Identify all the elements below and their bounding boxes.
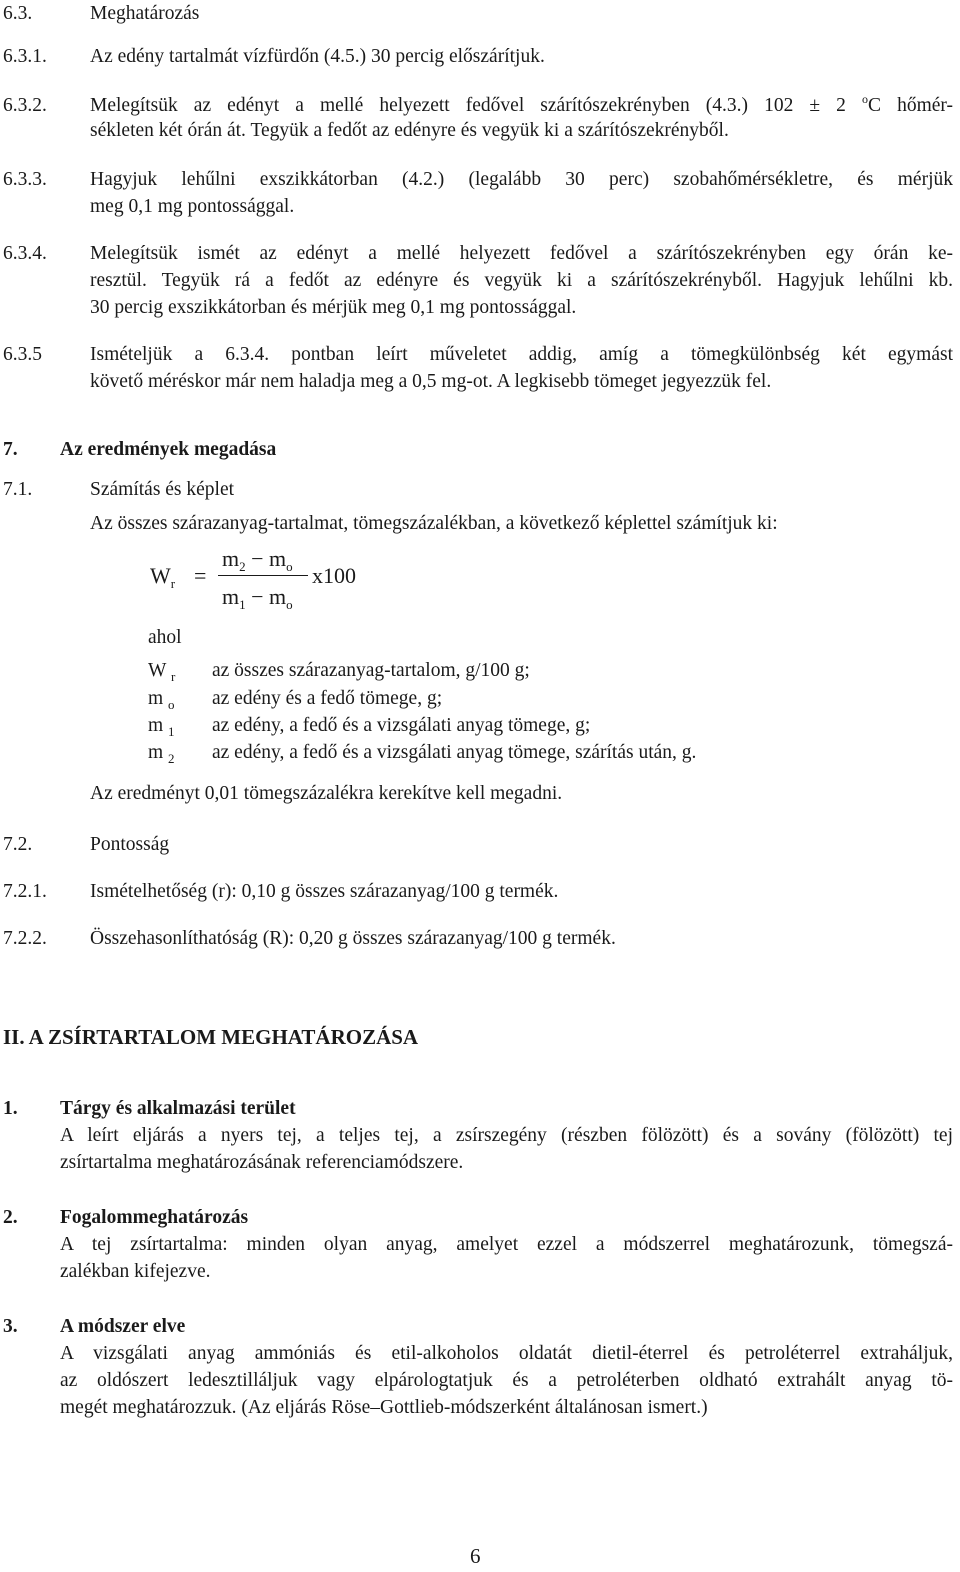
paragraph-line: zsírtartalma meghatározásának referenciamódszere. <box>60 1152 464 1173</box>
paragraph-line: Összehasonlíthatóság (R): 0,20 g összes szárazanyag/100 g termék. <box>90 928 616 949</box>
paragraph-line: 30 percig exszikkátorban és mérjük meg 0,1 mg pontossággal. <box>90 297 577 318</box>
variable-symbol: m $_2$ <box>148 742 175 766</box>
section-number: 6.3. <box>3 3 33 24</box>
variable-description: az összes szárazanyag-tartalom, g/100 g; <box>212 660 530 681</box>
variable-description: az edény, a fedő és a vizsgálati anyag tömege, g; <box>212 715 591 736</box>
variable-symbol: W $_r$ <box>148 660 176 684</box>
section-number: 6.3.4. <box>3 243 47 264</box>
section-title: A módszer elve <box>60 1316 186 1337</box>
variable-description: az edény, a fedő és a vizsgálati anyag tömege, szárítás után, g. <box>212 742 697 763</box>
section-number: 6.3.5 <box>3 344 42 365</box>
section-number: 7.2. <box>3 834 33 855</box>
section-number: 1. <box>3 1098 18 1119</box>
section-number: 6.3.2. <box>3 95 47 116</box>
section-title: Pontosság <box>90 834 170 855</box>
fraction-bar <box>218 575 308 576</box>
section-title: Számítás és képlet <box>90 479 235 500</box>
formula-numerator: $m_2 - m_o$ <box>222 546 293 574</box>
formula-equals: = <box>194 563 207 588</box>
paragraph-line: Az összes szárazanyag-tartalmat, tömegszázalékban, a következő képlettel számítjuk ki: <box>90 513 778 534</box>
section-title: Az eredmények megadása <box>60 439 277 460</box>
paragraph-line: Melegítsük az edényt a mellé helyezett fedővel szárítószekrényben (4.3.) 102 ± 2 $^o$C hőmér- <box>90 92 954 116</box>
paragraph-line: követő méréskor már nem haladja meg a 0,5 mg-ot. A legkisebb tömeget jegyezzük fel. <box>90 371 772 392</box>
paragraph-line: resztül. Tegyük rá a fedőt az edényre és vegyük ki a szárítószekrényből. Hagyjuk lehűlni kb. <box>90 270 953 291</box>
paragraph-line: megét meghatározzuk. (Az eljárás Röse–Gottlieb-módszerként általánosan ismert.) <box>60 1397 708 1418</box>
section-number: 6.3.3. <box>3 169 47 190</box>
paragraph-line: Ismételjük a 6.3.4. pontban leírt műveletet addig, amíg a tömegkülönbség két egymást <box>90 344 953 365</box>
formula-lhs: $W_r$ <box>150 563 176 591</box>
paragraph-line: A vizsgálati anyag ammóniás és etil-alkoholos oldatát dietil-éterrel és petroléterrel extraháljuk, <box>60 1343 953 1364</box>
section-title: Tárgy és alkalmazási terület <box>60 1098 296 1119</box>
paragraph-line: Az eredményt 0,01 tömegszázalékra kerekítve kell megadni. <box>90 783 563 804</box>
paragraph-line: sékleten két órán át. Tegyük a fedőt az edényre és vegyük ki a szárítószekrényből. <box>90 120 729 141</box>
paragraph-line: meg 0,1 mg pontossággal. <box>90 196 295 217</box>
paragraph-line: az oldószert ledesztilláljuk vagy elpárologtatjuk és a petroléterben oldható extrahált anyag tö- <box>60 1370 953 1391</box>
section-number: 7.2.1. <box>3 881 47 902</box>
variable-description: az edény és a fedő tömege, g; <box>212 688 443 709</box>
section-number: 7.1. <box>3 479 33 500</box>
formula-multiplier: x100 <box>312 563 356 588</box>
section-number: 7.2.2. <box>3 928 47 949</box>
part-heading: II. A ZSÍRTARTALOM MEGHATÁROZÁSA <box>3 1025 419 1049</box>
paragraph-line: Az edény tartalmát vízfürdőn (4.5.) 30 percig előszárítjuk. <box>90 46 545 67</box>
section-number: 3. <box>3 1316 18 1337</box>
variable-symbol: m $_1$ <box>148 715 175 739</box>
paragraph-line: Melegítsük ismét az edényt a mellé helyezett fedővel a szárítószekrényben egy órán ke- <box>90 243 953 264</box>
paragraph-line: Ismételhetőség (r): 0,10 g összes szárazanyag/100 g termék. <box>90 881 559 902</box>
where-label: ahol <box>148 627 182 648</box>
page-number: 6 <box>470 1544 481 1568</box>
section-number: 6.3.1. <box>3 46 47 67</box>
section-number: 7. <box>3 439 18 460</box>
paragraph-line: A leírt eljárás a nyers tej, a teljes tej, a zsírszegény (részben fölözött) és a sovány (fölözött) tej <box>60 1125 953 1146</box>
paragraph-line: A tej zsírtartalma: minden olyan anyag, amelyet ezzel a módszerrel meghatározunk, tömegszá- <box>60 1234 953 1255</box>
formula-denominator: $m_1 - m_o$ <box>222 584 293 612</box>
section-title: Fogalommeghatározás <box>60 1207 249 1228</box>
paragraph-line: Hagyjuk lehűlni exszikkátorban (4.2.) (legalább 30 perc) szobahőmérsékletre, és mérjük <box>90 169 953 190</box>
section-title: Meghatározás <box>90 3 200 24</box>
variable-symbol: m $_o$ <box>148 688 175 712</box>
section-number: 2. <box>3 1207 18 1228</box>
paragraph-line: zalékban kifejezve. <box>60 1261 211 1282</box>
